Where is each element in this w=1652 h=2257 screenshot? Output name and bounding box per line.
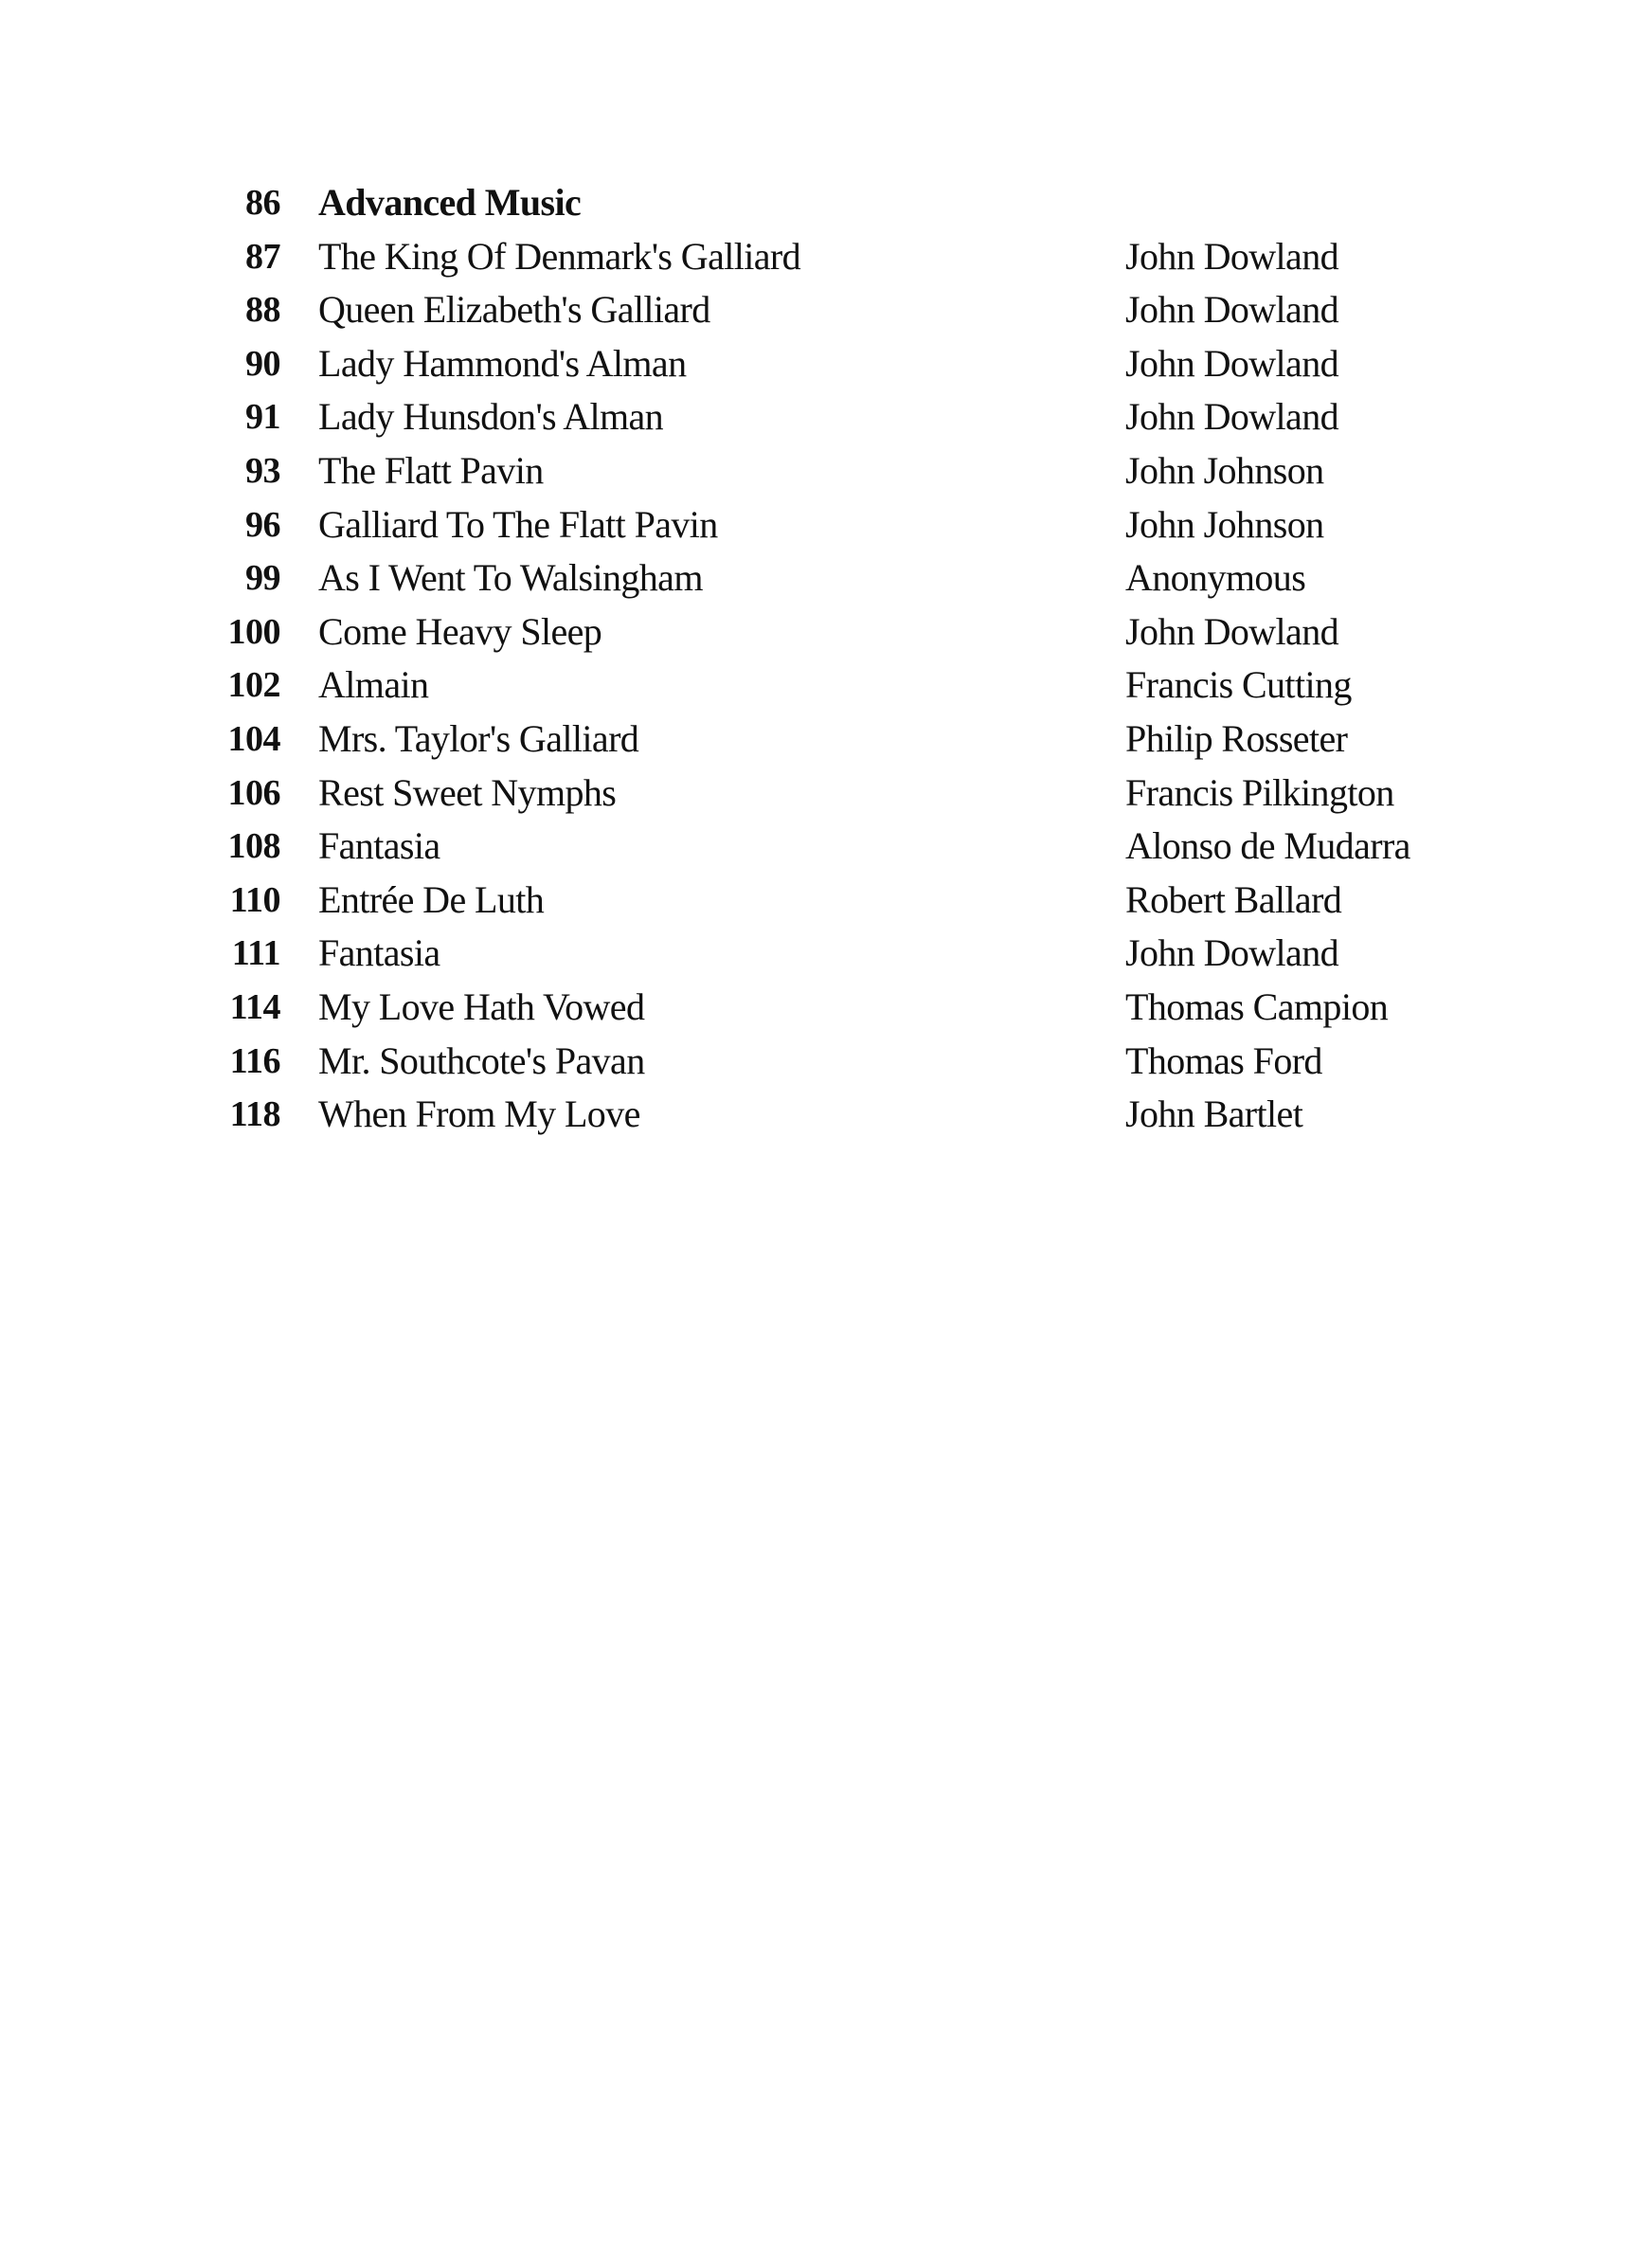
toc-entry xyxy=(0,390,1652,444)
entry-page-number: 111 xyxy=(231,933,280,974)
entry-page-number: 96 xyxy=(245,504,280,545)
toc-entry xyxy=(0,498,1652,552)
entry-title: Lady Hunsdon's Alman xyxy=(318,395,664,439)
toc-entry xyxy=(0,1088,1652,1142)
entry-page-number: 91 xyxy=(245,397,280,438)
entry-title: The Flatt Pavin xyxy=(318,448,544,492)
toc-entry xyxy=(0,767,1652,821)
entry-title: Rest Sweet Nymphs xyxy=(318,770,617,814)
entry-composer: John Dowland xyxy=(1125,395,1339,439)
entry-composer: John Dowland xyxy=(1125,609,1339,653)
entry-page-number: 114 xyxy=(229,986,280,1027)
entry-composer: John Johnson xyxy=(1125,502,1324,546)
entry-title: Come Heavy Sleep xyxy=(318,609,602,653)
toc-entry xyxy=(0,605,1652,659)
entry-title: Fantasia xyxy=(318,824,440,868)
entry-title: My Love Hath Vowed xyxy=(318,984,645,1028)
entry-title: Queen Elizabeth's Galliard xyxy=(318,288,710,332)
entry-composer: John Dowland xyxy=(1125,288,1339,332)
entry-composer: Anonymous xyxy=(1125,556,1306,600)
toc-entry xyxy=(0,713,1652,767)
toc-entry xyxy=(0,981,1652,1035)
entry-title: Mr. Southcote's Pavan xyxy=(318,1038,645,1082)
toc-entry xyxy=(0,337,1652,391)
entry-title: Lady Hammond's Alman xyxy=(318,341,687,385)
entry-composer: Thomas Ford xyxy=(1125,1038,1322,1082)
toc-entry xyxy=(0,551,1652,605)
section-title: Advanced Music xyxy=(318,181,582,224)
entry-title: Galliard To The Flatt Pavin xyxy=(318,502,718,546)
entry-page-number: 99 xyxy=(245,558,280,599)
entry-page-number: 100 xyxy=(227,611,280,652)
toc-entry xyxy=(0,283,1652,337)
entry-page-number: 106 xyxy=(227,772,280,813)
toc-entry xyxy=(0,1035,1652,1089)
entry-title: Fantasia xyxy=(318,931,440,975)
entry-page-number: 118 xyxy=(229,1094,280,1135)
entry-title: When From My Love xyxy=(318,1092,640,1136)
entry-title: The King Of Denmark's Galliard xyxy=(318,234,801,278)
entry-title: Mrs. Taylor's Galliard xyxy=(318,716,639,760)
toc-entry xyxy=(0,927,1652,981)
entry-composer: John Dowland xyxy=(1125,341,1339,385)
toc-entry xyxy=(0,444,1652,498)
entry-title: Entrée De Luth xyxy=(318,877,545,921)
entry-composer: Francis Pilkington xyxy=(1125,770,1394,814)
toc-entry xyxy=(0,874,1652,928)
entry-composer: John Dowland xyxy=(1125,931,1339,975)
entry-composer: John Dowland xyxy=(1125,234,1339,278)
entry-composer: Philip Rosseter xyxy=(1125,716,1348,760)
entry-page-number: 110 xyxy=(229,879,280,920)
entry-page-number: 102 xyxy=(227,665,280,706)
entry-composer: Thomas Campion xyxy=(1125,984,1389,1028)
entry-page-number: 116 xyxy=(229,1040,280,1081)
section-page-number: 86 xyxy=(245,183,280,223)
section-heading-row xyxy=(0,176,1652,230)
entry-composer: Alonso de Mudarra xyxy=(1125,824,1410,868)
entry-composer: Francis Cutting xyxy=(1125,663,1352,707)
toc-entry xyxy=(0,820,1652,874)
entry-title: Almain xyxy=(318,663,429,707)
entry-page-number: 90 xyxy=(245,343,280,384)
entry-composer: Robert Ballard xyxy=(1125,877,1342,921)
entry-composer: John Bartlet xyxy=(1125,1092,1303,1136)
entry-page-number: 108 xyxy=(227,826,280,867)
table-of-contents xyxy=(0,176,1652,1142)
toc-entry xyxy=(0,659,1652,713)
entry-title: As I Went To Walsingham xyxy=(318,556,703,600)
toc-entry xyxy=(0,230,1652,284)
entry-page-number: 87 xyxy=(245,236,280,277)
entry-page-number: 88 xyxy=(245,290,280,331)
entry-composer: John Johnson xyxy=(1125,448,1324,492)
entry-page-number: 104 xyxy=(227,718,280,759)
entry-page-number: 93 xyxy=(245,450,280,491)
